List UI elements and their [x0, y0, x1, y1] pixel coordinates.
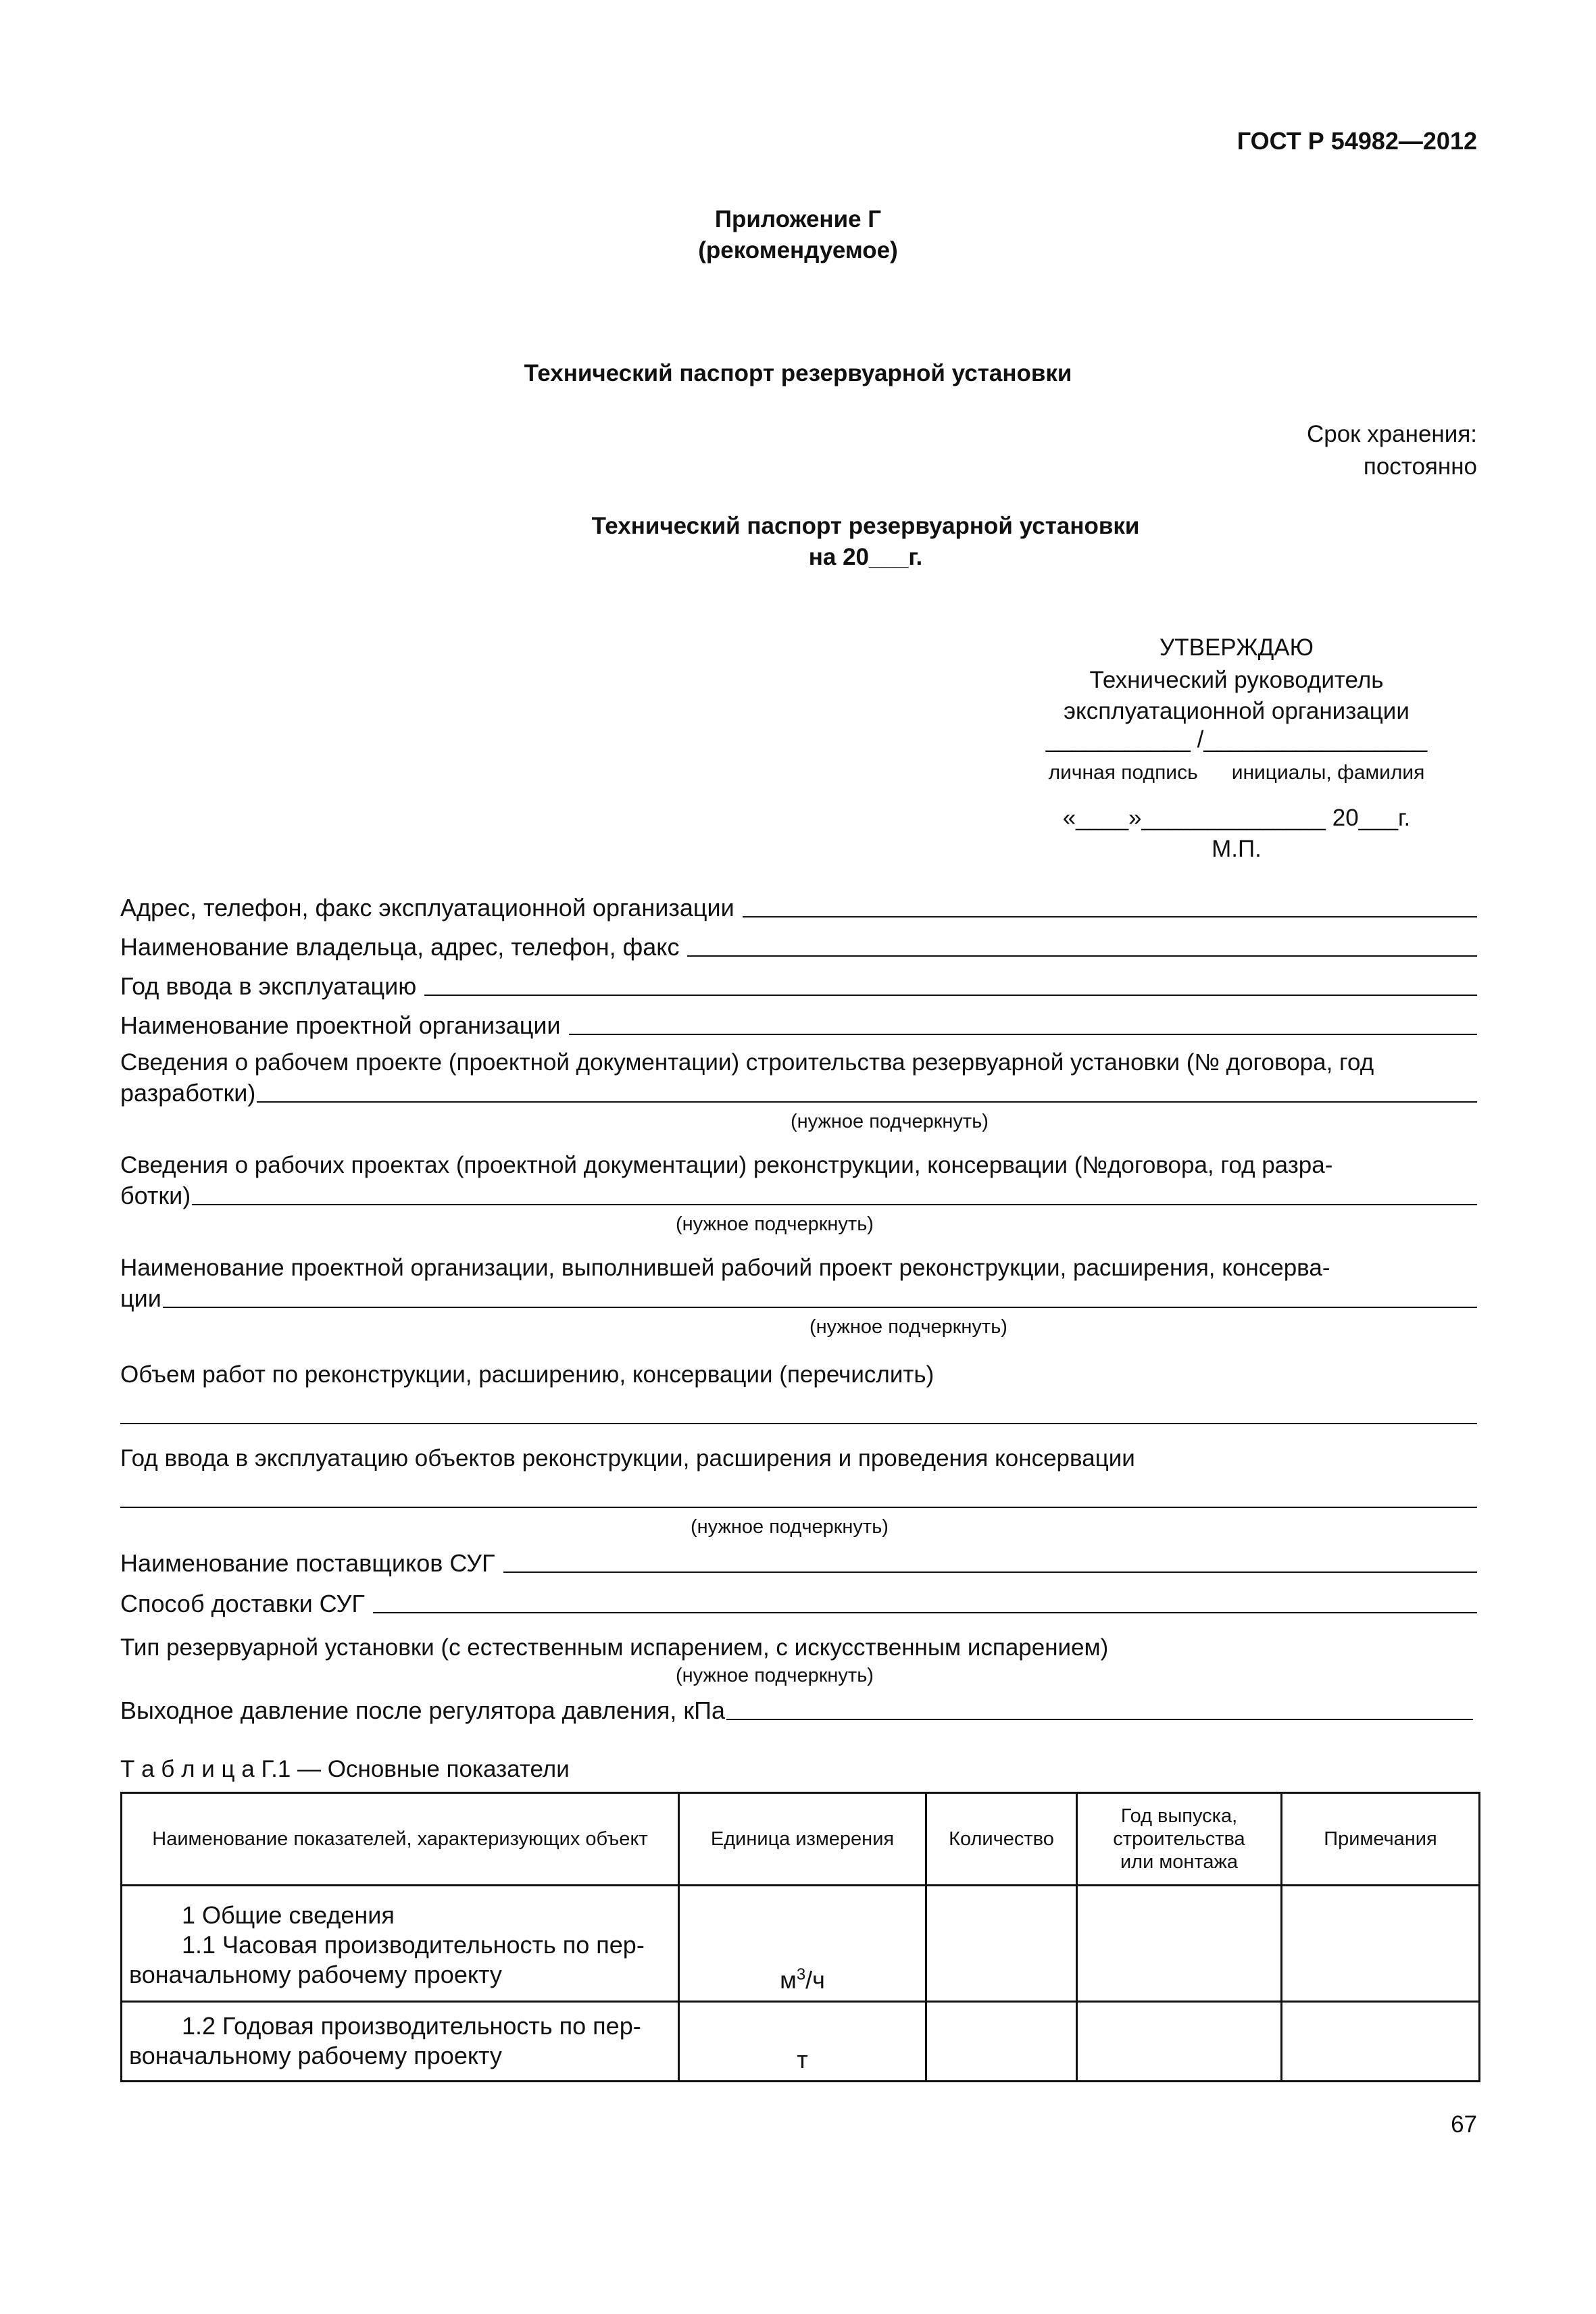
reconstruction-label-cont: ботки) — [120, 1182, 191, 1209]
unit-cell — [679, 2002, 926, 2082]
suppliers-label: Наименование поставщиков СУГ — [120, 1549, 495, 1577]
unit-value: т — [797, 2046, 808, 2073]
indicator-name-line: воначальному рабочему проекту — [129, 2041, 502, 2069]
notes-cell[interactable] — [1282, 1886, 1480, 2002]
indicator-name-cell — [122, 2002, 679, 2082]
delivery-field[interactable] — [120, 1585, 1477, 1619]
unit-exponent: 3 — [796, 1965, 806, 1984]
address-label: Адрес, телефон, факс эксплуатационной организации — [120, 894, 734, 922]
underline-hint: (нужное подчеркнуть) — [691, 1516, 889, 1538]
approval-date-line: «____»______________ 20___г. — [1062, 805, 1411, 831]
approval-organization: эксплуатационной организации — [1064, 698, 1410, 724]
table-header-row — [122, 1793, 1480, 1886]
year-cell[interactable] — [1077, 2002, 1282, 2082]
install-type-label: Тип резервуарной установки (с естественным испарением, с искусственным испарением) — [120, 1634, 1109, 1661]
recon-org-label-cont: ции — [120, 1284, 161, 1312]
column-header: Количество — [926, 1793, 1077, 1886]
recon-year-field[interactable] — [120, 1507, 1477, 1508]
retention-label: Срок хранения: — [1306, 421, 1477, 447]
quantity-cell[interactable] — [926, 1886, 1077, 2002]
suppliers-field[interactable] — [120, 1544, 1477, 1578]
indicators-table — [120, 1792, 1480, 2082]
project-info-label-cont: разработки) — [120, 1079, 256, 1107]
column-header: Наименование показателей, характеризующих объект — [122, 1793, 679, 1886]
underline-hint: (нужное подчеркнуть) — [809, 1316, 1007, 1338]
signature-line: ___________ /_________________ — [1045, 726, 1428, 753]
indicator-name-line: воначальному рабочему проекту — [129, 1960, 502, 1988]
address-field[interactable] — [120, 889, 1477, 923]
stamp-label: М.П. — [1212, 836, 1262, 862]
recon-year-label: Год ввода в эксплуатацию объектов реконструкции, расширения и проведения консервации — [120, 1445, 1135, 1472]
commission-year-field[interactable] — [120, 967, 1477, 1001]
column-header: Год выпуска, строительства или монтажа — [1077, 1793, 1282, 1886]
signature-caption: личная подпись инициалы, фамилия — [1048, 761, 1425, 784]
main-title: Технический паспорт резервуарной установки — [524, 360, 1072, 386]
table-caption: Т а б л и ц а Г.1 — Основные показатели — [120, 1756, 570, 1782]
appendix-title: Приложение Г — [714, 206, 882, 232]
unit-cell — [679, 1886, 926, 2002]
notes-cell[interactable] — [1282, 2002, 1480, 2082]
underline-hint: (нужное подчеркнуть) — [791, 1111, 989, 1132]
design-org-label: Наименование проектной организации — [120, 1011, 561, 1039]
standard-number: ГОСТ Р 54982—2012 — [1237, 127, 1477, 155]
retention-value: постоянно — [1363, 453, 1477, 480]
pressure-label: Выходное давление после регулятора давления, кПа — [120, 1696, 726, 1724]
indicator-name-line: 1 Общие сведения — [182, 1901, 395, 1929]
indicator-name-line: 1.1 Часовая производительность по пер- — [182, 1930, 645, 1959]
commission-year-label: Год ввода в эксплуатацию — [120, 972, 417, 1000]
scope-label: Объем работ по реконструкции, расширению, консервации (перечислить) — [120, 1361, 934, 1388]
recon-org-label: Наименование проектной организации, выполнившей рабочий проект реконструкции, расширения, консерва- — [120, 1255, 1330, 1281]
approval-position: Технический руководитель — [1089, 667, 1384, 693]
indicator-name-line: 1.2 Годовая производительность по пер- — [182, 2011, 641, 2040]
column-header: Примечания — [1282, 1793, 1480, 1886]
quantity-cell[interactable] — [926, 2002, 1077, 2082]
table-row — [122, 1886, 1480, 2002]
delivery-label: Способ доставки СУГ — [120, 1590, 365, 1617]
indicator-name-cell — [122, 1886, 679, 2002]
approval-heading: УТВЕРЖДАЮ — [1159, 634, 1314, 661]
appendix-type: (рекомендуемое) — [698, 237, 898, 263]
table-row — [122, 2002, 1480, 2082]
passport-title: Технический паспорт резервуарной установки — [591, 513, 1140, 539]
design-org-field[interactable] — [120, 1007, 1477, 1040]
project-info-label: Сведения о рабочем проекте (проектной документации) строительства резервуарной установки (№ договора, год — [120, 1049, 1374, 1076]
recon-org-field[interactable] — [120, 1280, 1477, 1313]
unit-value-tail: /ч — [805, 1966, 825, 1994]
year-cell[interactable] — [1077, 1886, 1282, 2002]
underline-hint: (нужное подчеркнуть) — [676, 1213, 874, 1235]
column-header: Единица измерения — [679, 1793, 926, 1886]
owner-label: Наименование владельца, адрес, телефон, факс — [120, 933, 680, 961]
project-info-field[interactable] — [120, 1074, 1477, 1108]
passport-year: на 20___г. — [808, 544, 923, 570]
scope-field[interactable] — [120, 1423, 1477, 1424]
reconstruction-label: Сведения о рабочих проектах (проектной документации) реконструкции, консервации (№договора, год разра- — [120, 1152, 1333, 1178]
owner-field[interactable] — [120, 928, 1477, 962]
underline-hint: (нужное подчеркнуть) — [676, 1665, 874, 1686]
pressure-field[interactable] — [120, 1692, 1473, 1726]
reconstruction-field[interactable] — [120, 1177, 1477, 1211]
page-number: 67 — [1451, 2111, 1477, 2138]
unit-value: м — [780, 1966, 797, 1994]
